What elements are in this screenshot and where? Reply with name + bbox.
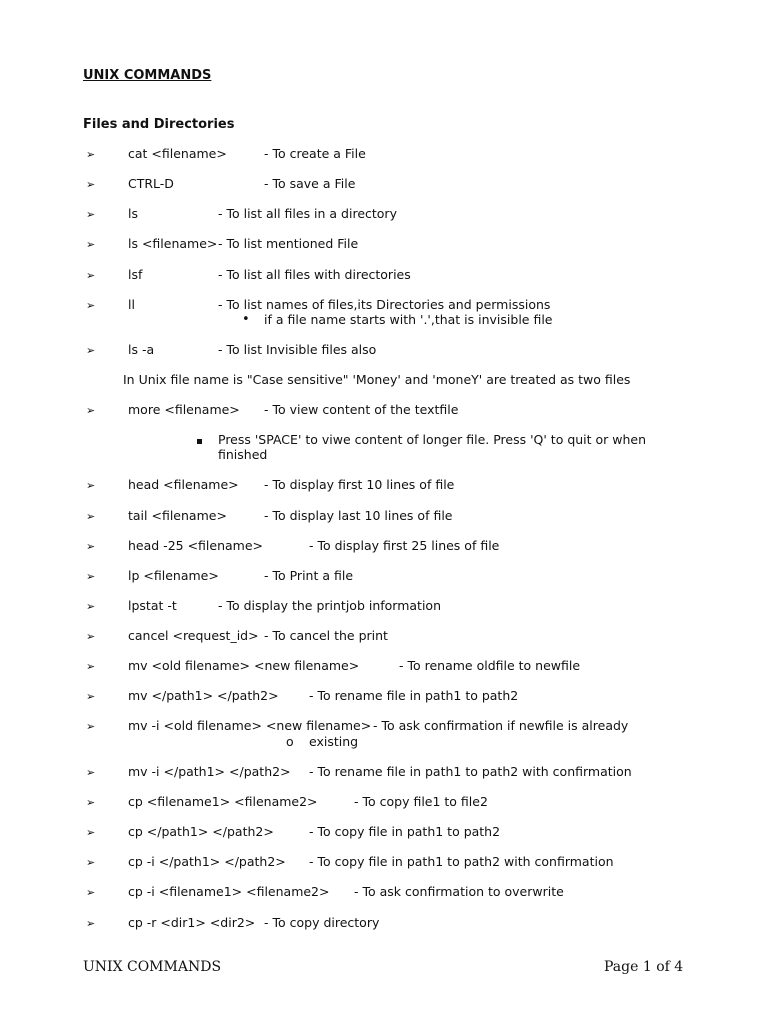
command-description: - To display the printjob information: [218, 598, 442, 613]
command-description: - To ask confirmation to overwrite: [354, 884, 564, 899]
command-text: cp -r <dir1> <dir2>: [128, 915, 256, 930]
arrow-bullet-icon: ➢: [86, 510, 96, 523]
footer-title: UNIX COMMANDS: [83, 959, 222, 975]
command-text: cp -i <filename1> <filename2>: [128, 884, 330, 899]
arrow-bullet-icon: ➢: [86, 917, 96, 930]
arrow-bullet-icon: ➢: [86, 600, 96, 613]
command-description: - To list all files with directories: [218, 267, 411, 282]
more-usage-note: Press 'SPACE' to viwe content of longer file. Press 'Q' to quit or when finished: [218, 432, 647, 462]
command-description: - To Print a file: [264, 568, 354, 583]
arrow-bullet-icon: ➢: [86, 208, 96, 221]
arrow-bullet-icon: ➢: [86, 344, 96, 357]
arrow-bullet-icon: ➢: [86, 720, 96, 733]
command-description: - To copy file in path1 to path2: [309, 824, 501, 839]
command-description: - To list mentioned File: [218, 236, 359, 251]
page-number: Page 1 of 4: [604, 959, 684, 975]
command-description: - To view content of the textfile: [264, 402, 459, 417]
command-text: mv -i <old filename> <new filename>: [128, 718, 372, 733]
arrow-bullet-icon: ➢: [86, 238, 96, 251]
command-text: cp </path1> </path2>: [128, 824, 274, 839]
arrow-bullet-icon: ➢: [86, 479, 96, 492]
command-text: cp -i </path1> </path2>: [128, 854, 286, 869]
arrow-bullet-icon: ➢: [86, 886, 96, 899]
command-text: cp <filename1> <filename2>: [128, 794, 318, 809]
case-sensitive-note: In Unix file name is "Case sensitive" 'Money' and 'moneY' are treated as two files: [123, 372, 631, 387]
command-description: - To display first 25 lines of file: [309, 538, 500, 553]
command-text: ls <filename>: [128, 236, 218, 251]
arrow-bullet-icon: ➢: [86, 269, 96, 282]
document-title: UNIX COMMANDS: [83, 68, 212, 83]
command-description: - To cancel the print: [264, 628, 388, 643]
dot-bullet-icon: •: [242, 312, 250, 327]
square-bullet-icon: [197, 433, 202, 448]
arrow-bullet-icon: ➢: [86, 299, 96, 312]
arrow-bullet-icon: ➢: [86, 570, 96, 583]
arrow-bullet-icon: ➢: [86, 178, 96, 191]
command-description: - To copy file1 to file2: [354, 794, 488, 809]
command-description: - To rename file in path1 to path2: [309, 688, 519, 703]
command-description: - To ask confirmation if newfile is already: [373, 718, 629, 733]
command-text: mv -i </path1> </path2>: [128, 764, 291, 779]
command-description: - To save a File: [264, 176, 356, 191]
command-description: - To list Invisible files also: [218, 342, 377, 357]
command-description: - To display first 10 lines of file: [264, 477, 455, 492]
command-description: - To copy file in path1 to path2 with confirmation: [309, 854, 614, 869]
command-text: lpstat -t: [128, 598, 177, 613]
command-text: mv <old filename> <new filename>: [128, 658, 360, 673]
command-description: - To display last 10 lines of file: [264, 508, 453, 523]
arrow-bullet-icon: ➢: [86, 404, 96, 417]
command-text: tail <filename>: [128, 508, 227, 523]
command-description: - To rename oldfile to newfile: [399, 658, 581, 673]
command-text: head <filename>: [128, 477, 239, 492]
arrow-bullet-icon: ➢: [86, 826, 96, 839]
command-text: ls: [128, 206, 138, 221]
command-description: - To rename file in path1 to path2 with confirmation: [309, 764, 632, 779]
section-heading: Files and Directories: [83, 117, 235, 132]
arrow-bullet-icon: ➢: [86, 690, 96, 703]
command-description: - To list names of files,its Directories and permissions: [218, 297, 551, 312]
command-text: head -25 <filename>: [128, 538, 264, 553]
command-description: - To list all files in a directory: [218, 206, 397, 221]
command-text: CTRL-D: [128, 176, 174, 191]
command-text: ll: [128, 297, 135, 312]
command-text: cancel <request_id>: [128, 628, 259, 643]
arrow-bullet-icon: ➢: [86, 796, 96, 809]
arrow-bullet-icon: ➢: [86, 540, 96, 553]
command-text: ls -a: [128, 342, 155, 357]
command-text: cat <filename>: [128, 146, 227, 161]
circle-bullet-icon: o: [286, 734, 294, 749]
sub-note: existing: [309, 734, 359, 749]
command-description: - To copy directory: [264, 915, 380, 930]
arrow-bullet-icon: ➢: [86, 148, 96, 161]
arrow-bullet-icon: ➢: [86, 660, 96, 673]
arrow-bullet-icon: ➢: [86, 766, 96, 779]
command-description: - To create a File: [264, 146, 366, 161]
command-text: lsf: [128, 267, 143, 282]
arrow-bullet-icon: ➢: [86, 630, 96, 643]
command-text: lp <filename>: [128, 568, 219, 583]
command-text: mv </path1> </path2>: [128, 688, 279, 703]
sub-note: if a file name starts with '.',that is invisible file: [264, 312, 553, 327]
command-text: more <filename>: [128, 402, 240, 417]
arrow-bullet-icon: ➢: [86, 856, 96, 869]
